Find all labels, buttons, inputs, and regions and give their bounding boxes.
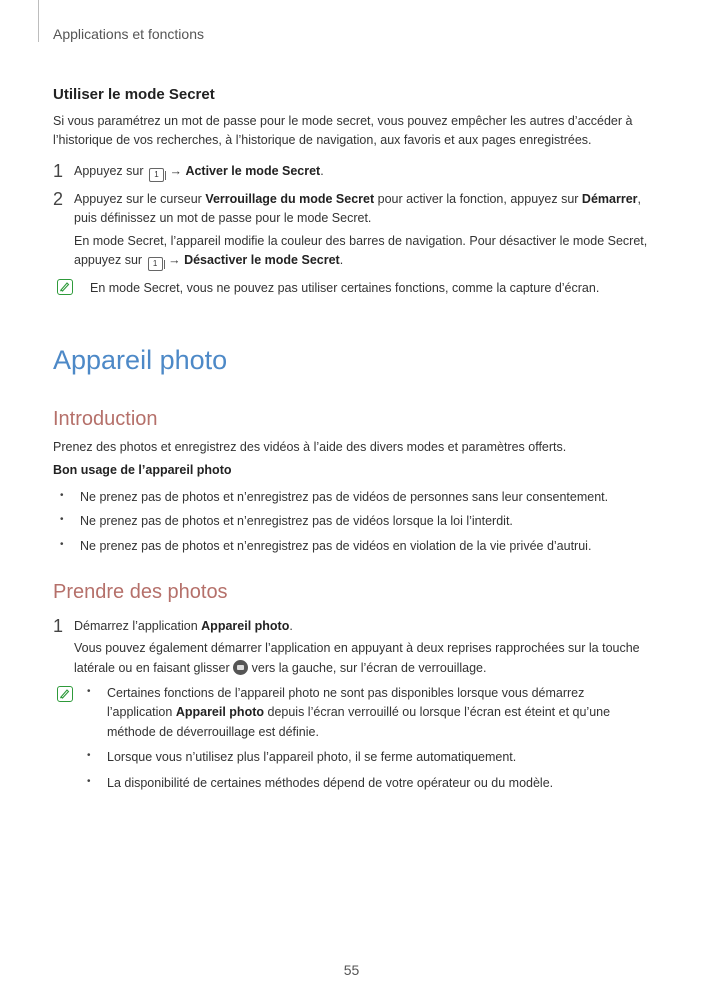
- note-icon: [57, 279, 73, 295]
- list-item: • Ne prenez pas de photos et n’enregistrez pas de vidéos en violation de la vie privée d’autrui.: [60, 537, 648, 556]
- list-item: [87, 684, 648, 742]
- step-text: [74, 617, 648, 636]
- step-text-end: .: [289, 619, 293, 633]
- step-text-post: , puis définissez un mot de passe pour le mode Secret.: [74, 192, 641, 226]
- secret-note: En mode Secret, vous ne pouvez pas utiliser certaines fonctions, comme la capture d’écran.: [90, 281, 600, 295]
- start-label: Démarrer: [581, 192, 638, 206]
- list-item: • Ne prenez pas de photos et n’enregistrez pas de vidéos de personnes sans leur consentement.: [60, 488, 648, 507]
- menu-option-label: Désactiver le mode Secret: [184, 253, 340, 268]
- step-number: 1: [53, 161, 64, 181]
- menu-option-label: Activer le mode Secret: [185, 164, 321, 178]
- list-item: • La disponibilité de certaines méthodes dépend de votre opérateur ou du modèle.: [87, 774, 648, 793]
- secret-mode-intro-wrap: [53, 112, 648, 151]
- extra-text-pre: En mode Secret, l’appareil modifie la couleur des barres de navigation. Pour désactiver le mode Secret, appuyez sur: [74, 233, 648, 268]
- introduction-heading: Introduction: [53, 408, 158, 430]
- take-photos-heading: Prendre des photos: [53, 581, 228, 603]
- camera-icon: [233, 660, 248, 675]
- step-number: 1: [53, 616, 64, 636]
- step-extra-text: [74, 232, 648, 271]
- tabs-icon: 1: [149, 168, 164, 182]
- list-item: • Lorsque vous n’utilisez plus l’appareil photo, il se ferme automatiquement.: [87, 748, 648, 767]
- camera-notes-list: [87, 684, 648, 798]
- tabs-icon: 1: [148, 257, 163, 271]
- secret-mode-heading: Utiliser le mode Secret: [53, 86, 215, 103]
- arrow-icon: →: [168, 253, 181, 268]
- usage-heading: [53, 461, 648, 480]
- secret-mode-intro: Si vous paramétrez un mot de passe pour le mode secret, vous pouvez empêcher les autres d’accéder à l’historique de vos recherches, à l’historique de navigation, aux favoris et aux pages enregistrées.: [53, 114, 633, 148]
- extra-text-pre: Vous pouvez également démarrer l’application en appuyant à deux reprises rapprochées sur la touche latérale ou en faisant glisser: [74, 641, 640, 675]
- secret-step-1: [53, 162, 648, 182]
- arrow-icon: →: [169, 164, 182, 178]
- chapter-heading: Appareil photo: [53, 345, 228, 375]
- step-text-pre: Appuyez sur le curseur: [74, 192, 202, 206]
- introduction-text: Prenez des photos et enregistrez des vidéos à l’aide des divers modes et paramètres offerts.: [53, 440, 567, 454]
- note-icon: [57, 686, 73, 702]
- app-name-label: Appareil photo: [175, 705, 265, 720]
- header-divider: [38, 0, 39, 42]
- extra-text-end: .: [339, 253, 344, 268]
- usage-heading-wrap: [53, 461, 648, 480]
- step-text-mid: pour activer la fonction, appuyez sur: [377, 192, 579, 206]
- step-text-pre: Démarrez l’application: [74, 619, 198, 633]
- photo-step-1: [53, 617, 648, 678]
- secret-note-wrap: [90, 279, 648, 298]
- chapter-title: Applications et fonctions: [53, 26, 204, 42]
- step-text: [74, 190, 648, 229]
- introduction-text-wrap: [53, 438, 648, 457]
- step-extra-text: [74, 639, 648, 678]
- note-text-pre: Certaines fonctions de l’appareil photo ne sont pas disponibles lorsque vous démarrez l’application: [107, 686, 585, 720]
- usage-heading-text: Bon usage de l’appareil photo: [53, 463, 232, 477]
- extra-text-post: vers la gauche, sur l’écran de verrouillage.: [251, 660, 487, 675]
- secret-step-2: [53, 190, 648, 271]
- usage-list: [60, 488, 648, 561]
- switch-label: Verrouillage du mode Secret: [205, 192, 375, 206]
- step-number: 2: [53, 189, 64, 209]
- page-number: 55: [343, 962, 360, 978]
- list-item: • Ne prenez pas de photos et n’enregistrez pas de vidéos lorsque la loi l’interdit.: [60, 512, 648, 531]
- step-text-end: .: [320, 164, 324, 178]
- app-name-label: Appareil photo: [201, 619, 290, 633]
- note-text-post: depuis l’écran verrouillé ou lorsque l’écran est éteint et qu’une méthode de déverrouillage est définie.: [107, 705, 611, 739]
- secret-mode-heading-wrap: [53, 83, 648, 106]
- step-text: Appuyez sur: [74, 164, 144, 178]
